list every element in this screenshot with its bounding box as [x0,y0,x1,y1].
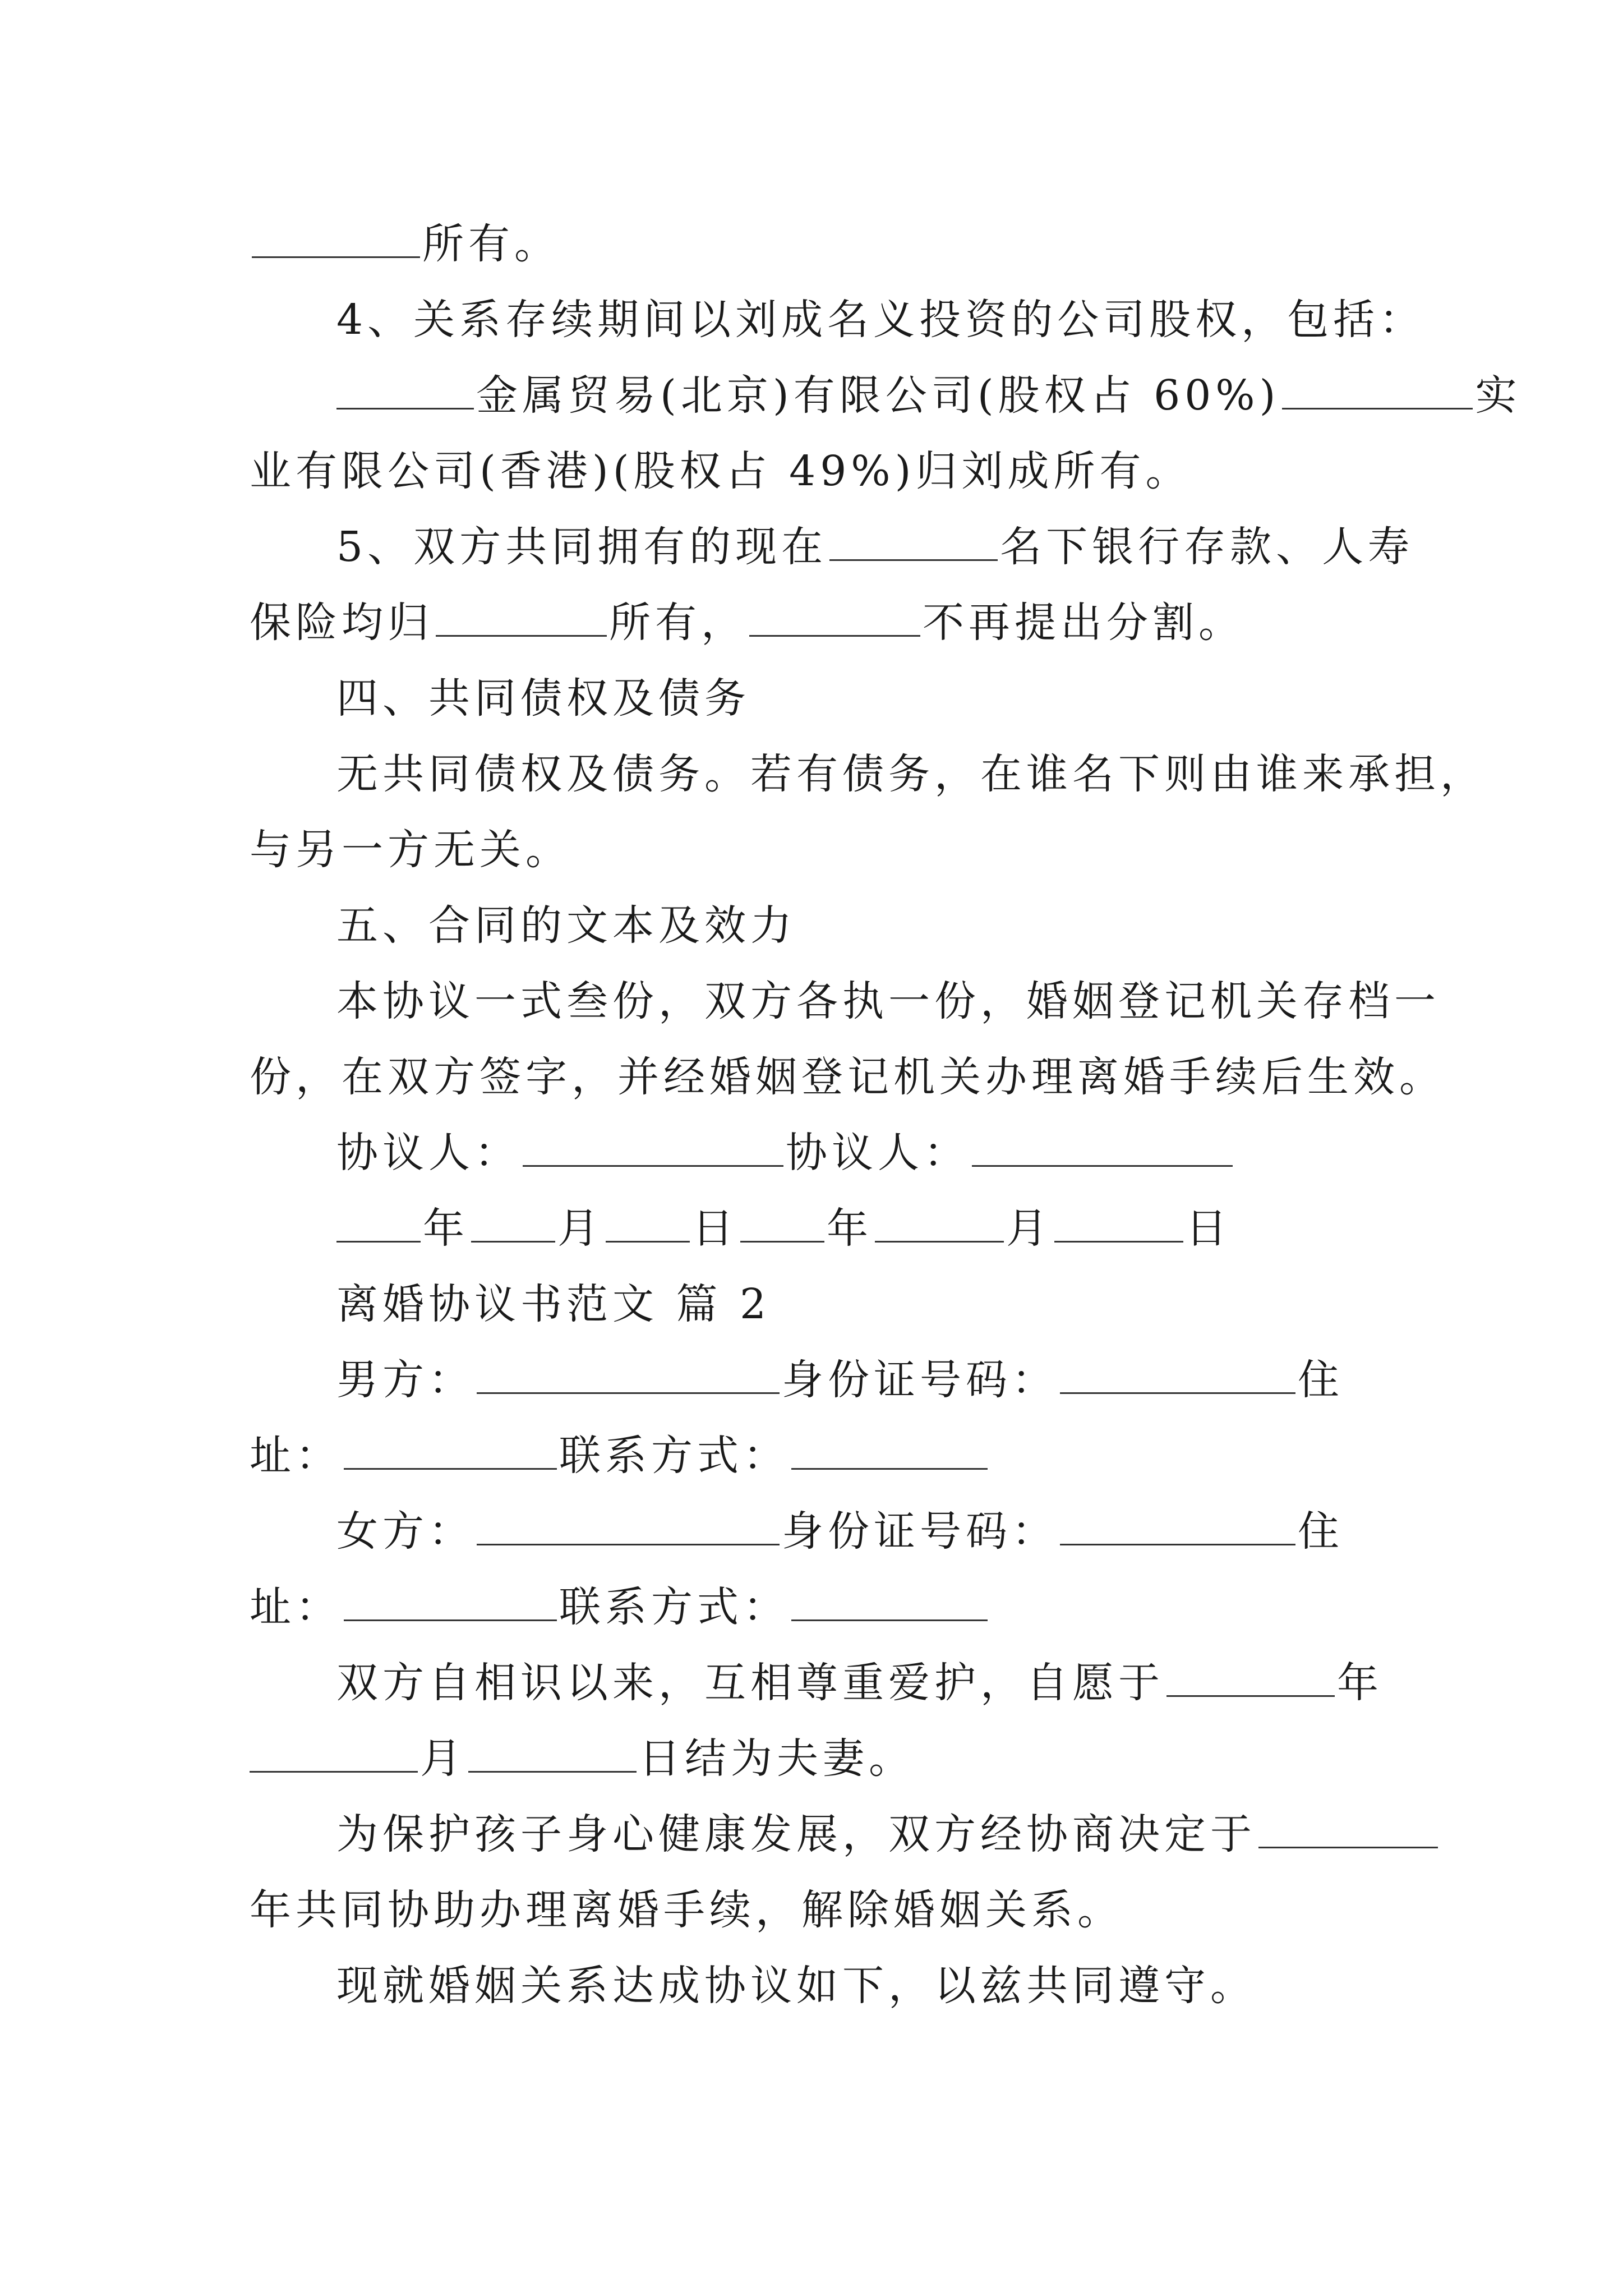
blank-field [791,1585,988,1621]
text-run: 月 [1006,1204,1052,1253]
text-run: 身份证号码： [782,1507,1058,1556]
text-run: 名下银行存款、人寿 [1000,523,1414,571]
text-line [250,1885,1123,1935]
text-line [250,1430,990,1481]
blank-field [477,1358,780,1394]
blank-field [606,1206,690,1243]
date-line [336,1203,1232,1254]
signature-line [336,1128,1235,1178]
text-line [336,522,1414,572]
blank-field [1258,1812,1438,1848]
text-run: 四、共同债权及债务 [336,674,750,723]
blank-field [740,1206,824,1243]
blank-field [749,600,920,637]
text-run: 现就婚姻关系达成协议如下，以兹共同遵守。 [336,1962,1256,2010]
section-title [336,1279,771,1329]
text-run: 所有。 [422,220,560,268]
blank-field [477,1509,780,1545]
text-run: 份，在双方签字，并经婚姻登记机关办理离婚手续后生效。 [250,1053,1445,1101]
blank-field [523,1130,783,1167]
text-run: 联系方式： [559,1583,789,1631]
text-run: 不再提出分割。 [923,599,1244,647]
blank-field [972,1130,1233,1167]
text-run: 五、合同的文本及效力 [336,901,796,950]
text-run: 无共同债权及债务。若有债务，在谁名下则由谁来承担， [336,750,1486,798]
section-heading [336,900,796,951]
blank-field [468,1736,637,1773]
text-run: 所有， [609,599,747,647]
text-run: 日 [1186,1204,1232,1253]
text-line [250,219,560,269]
text-run: 实 [1475,371,1521,420]
text-line [250,1052,1445,1102]
text-line [336,1355,1344,1405]
blank-field [344,1433,557,1470]
text-line [336,295,1425,345]
text-run: 与另一方无关。 [250,826,571,874]
text-run: 保险均归 [250,599,434,647]
text-run: 年 [423,1204,469,1253]
text-run: 协议人： [336,1129,520,1177]
text-line [336,976,1440,1027]
section-heading [336,673,750,724]
text-run: 址： [250,1583,342,1631]
text-run: 身份证号码： [782,1356,1058,1404]
blank-field [336,1206,421,1243]
text-run: 金属贸易(北京)有限公司(股权占 60%) [476,371,1280,420]
text-line [250,825,571,875]
text-run: 为保护孩子身心健康发展，双方经协商决定于 [336,1810,1256,1858]
blank-field [344,1585,557,1621]
blank-field [471,1206,555,1243]
text-line [336,1658,1383,1708]
text-line [250,597,1244,648]
text-line [336,1809,1440,1860]
text-line [336,749,1486,799]
text-run: 年 [1337,1659,1383,1707]
text-run: 女方： [336,1507,474,1556]
text-line [250,1733,915,1784]
blank-field [1060,1509,1295,1545]
blank-field [436,600,607,637]
text-run: 男方： [336,1356,474,1404]
text-run: 月 [557,1204,603,1253]
text-run: 协议人： [786,1129,970,1177]
blank-field [1054,1206,1183,1243]
blank-field [875,1206,1004,1243]
blank-field [336,373,474,409]
text-run: 离婚协议书范文 篇 2 [336,1280,771,1328]
blank-field [1282,373,1473,409]
text-line [250,446,1191,496]
blank-field [1060,1358,1295,1394]
text-run: 双方自相识以来，互相尊重爱护，自愿于 [336,1659,1164,1707]
blank-field [791,1433,988,1470]
text-run: 日 [692,1204,738,1253]
text-line [250,1582,990,1632]
text-run: 4、关系存续期间以刘成名义投资的公司股权，包括： [336,296,1426,344]
blank-field [1166,1660,1335,1697]
text-run: 年 [827,1204,873,1253]
text-run: 业有限公司(香港)(股权占 49%)归刘成所有。 [250,447,1192,495]
text-line [336,1506,1344,1557]
text-line [336,1961,1256,2011]
text-run: 住 [1298,1356,1344,1404]
text-run: 5、双方共同拥有的现在 [336,523,828,571]
blank-field [250,1736,418,1773]
text-run: 住 [1298,1507,1344,1556]
text-run: 月 [420,1734,466,1783]
text-run: 址： [250,1432,342,1480]
text-run: 联系方式： [559,1432,789,1480]
text-line [336,370,1521,421]
blank-field [829,524,998,561]
text-run: 本协议一式叁份，双方各执一份，婚姻登记机关存档一 [336,977,1440,1025]
text-run: 年共同协助办理离婚手续，解除婚姻关系。 [250,1886,1123,1934]
text-run: 日结为夫妻。 [639,1734,915,1783]
blank-field [252,222,420,258]
